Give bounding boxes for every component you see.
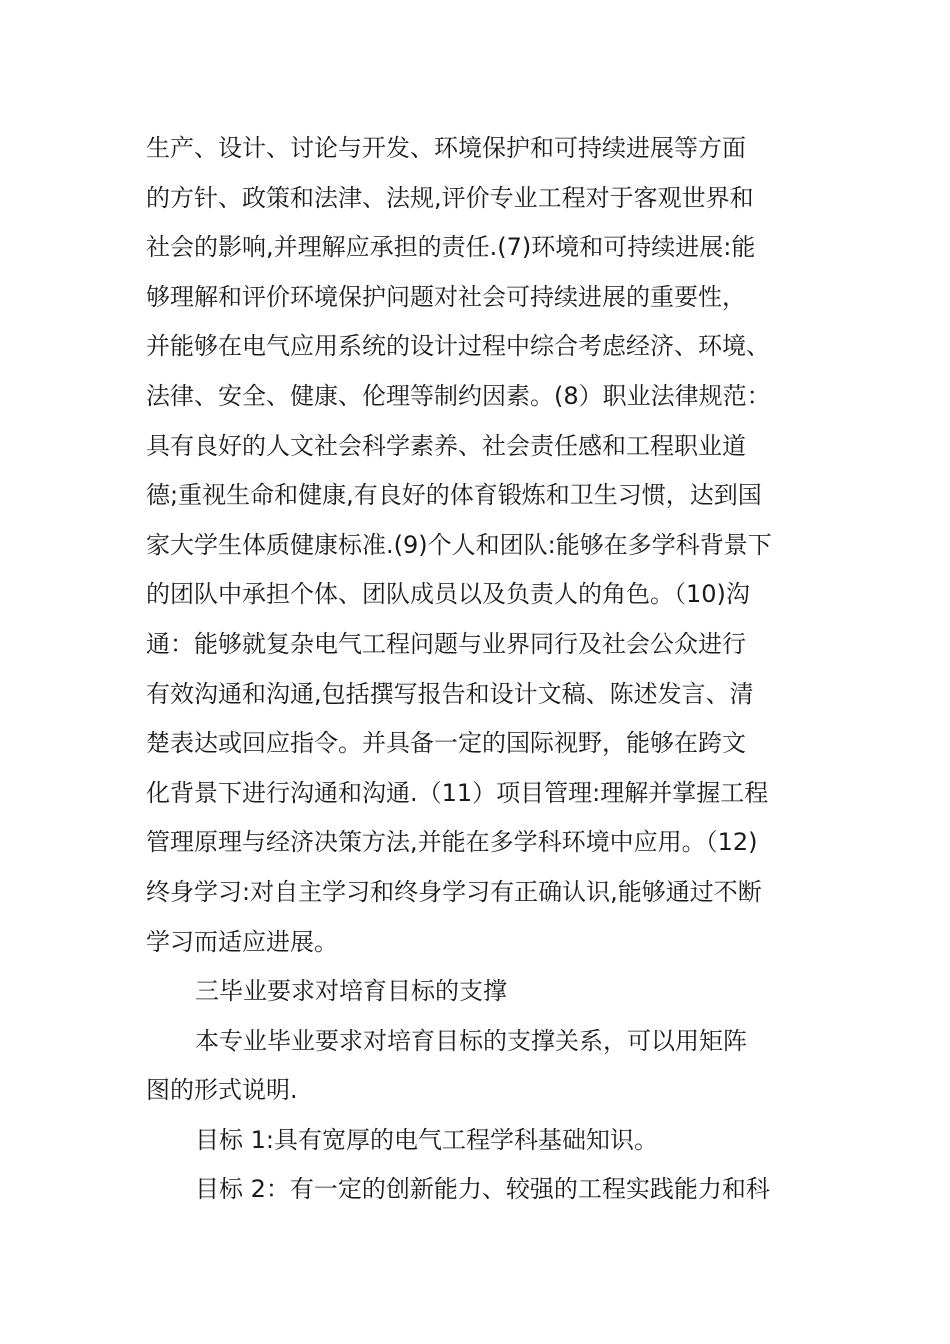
text-line: 的团队中承担个体、团队成员以及负责人的角色。（10)沟	[146, 580, 750, 609]
text-line: 终身学习:对自主学习和终身学习有正确认识,能够通过不断	[146, 877, 762, 906]
text-line: 管理原理与经济决策方法,并能在多学科环境中应用。（12)	[146, 828, 758, 857]
intro-paragraph-line: 图的形式说明.	[146, 1076, 298, 1105]
document-body	[146, 124, 806, 1215]
text-line: 的方针、政策和法津、法规,评价专业工程对于客观世界和	[146, 183, 754, 212]
text-line: 家大学生体质健康标准.(9)个人和团队:能够在多学科背景下	[146, 530, 772, 559]
intro-paragraph-line: 本专业毕业要求对培育目标的支撑关系，可以用矩阵	[195, 1026, 747, 1055]
text-line: 并能够在电气应用系统的设计过程中综合考虑经济、环境、	[146, 332, 770, 361]
goal-2: 目标 2：有一定的创新能力、较强的工程实践能力和科	[195, 1175, 770, 1204]
text-line: 化背景下进行沟通和沟通.（11）项目管理:理解并掌握工程	[146, 778, 769, 807]
text-line: 够理解和评价环境保护问题对社会可持续进展的重要性，	[146, 282, 746, 311]
text-line: 通：能够就复杂电气工程问题与业界同行及社会公众进行	[146, 629, 746, 658]
text-line: 生产、设计、讨论与开发、环境保护和可持续进展等方面	[146, 134, 746, 162]
text-line: 法律、安全、健康、伦理等制约因素。(8）职业法律规范：	[146, 381, 771, 410]
goal-1: 目标 1:具有宽厚的电气工程学科基础知识。	[195, 1125, 658, 1154]
text-line: 具有良好的人文社会科学素养、社会责任感和工程职业道	[146, 431, 746, 460]
text-line: 楚表达或回应指令。并具备一定的国际视野，能够在跨文	[146, 729, 746, 758]
section-heading: 三毕业要求对培育目标的支撑	[195, 977, 507, 1006]
text-line: 有效沟通和沟通,包括撰写报告和设计文稿、陈述发言、清	[146, 679, 754, 708]
text-line: 社会的影响,并理解应承担的责任.(7)环境和可持续进展:能	[146, 233, 756, 262]
text-line: 德;重视生命和健康,有良好的体育锻炼和卫生习惯，达到国	[146, 481, 762, 510]
text-line: 学习而适应进展。	[146, 927, 338, 956]
